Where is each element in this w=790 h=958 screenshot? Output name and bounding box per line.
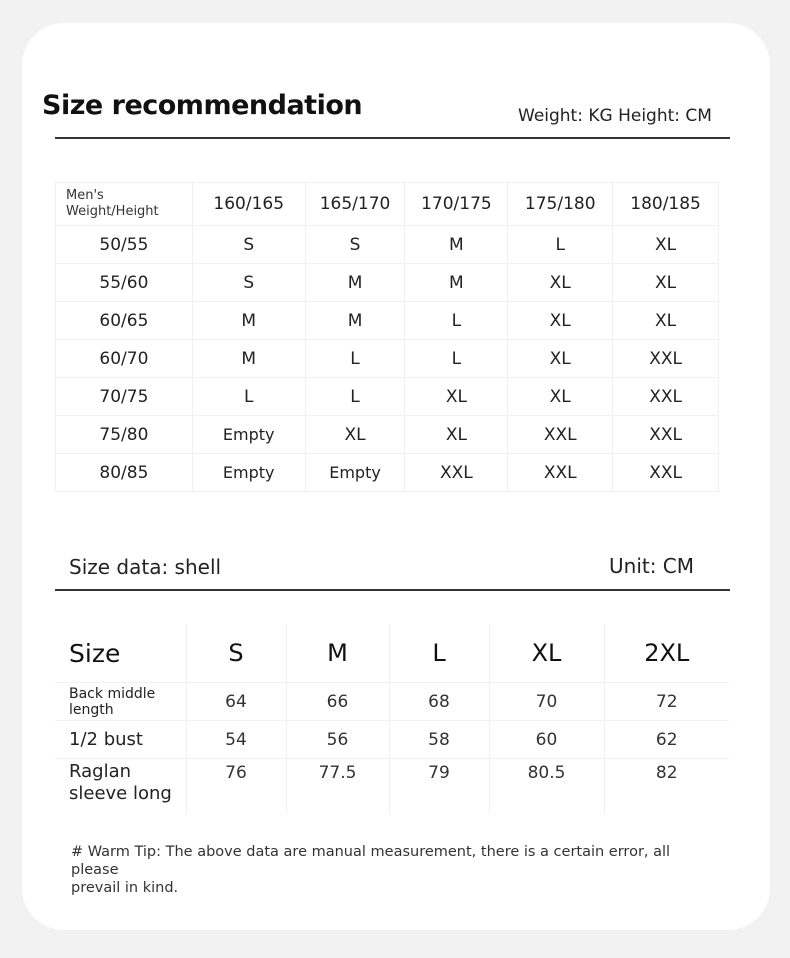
- size-cell: L: [508, 226, 613, 264]
- size-cell: XXL: [613, 378, 719, 416]
- size-cell: XL: [305, 416, 405, 454]
- height-header: 160/165: [192, 183, 305, 226]
- table-row: [55, 683, 729, 721]
- size-cell: XXL: [405, 454, 508, 492]
- height-header: 180/185: [613, 183, 719, 226]
- size-data-divider: [55, 589, 730, 591]
- table-row: [56, 416, 719, 454]
- table-header-row: [56, 183, 719, 226]
- size-cell: XL: [508, 378, 613, 416]
- size-header: 2XL: [604, 624, 729, 683]
- weight-cell: 60/70: [56, 340, 193, 378]
- size-cell: XL: [508, 340, 613, 378]
- size-header: L: [389, 624, 489, 683]
- size-cell: S: [192, 264, 305, 302]
- size-data-table: [55, 624, 729, 813]
- corner-label-line2: Weight/Height: [66, 204, 159, 219]
- weight-cell: 70/75: [56, 378, 193, 416]
- size-cell: M: [305, 302, 405, 340]
- size-header: S: [186, 624, 286, 683]
- units-note: Weight: KG Height: CM: [518, 106, 712, 126]
- size-cell: XL: [613, 264, 719, 302]
- page-title: Size recommendation: [42, 90, 363, 121]
- table-row: [56, 340, 719, 378]
- size-cell: XL: [508, 264, 613, 302]
- table-row: [56, 378, 719, 416]
- measurement-label-line1: Raglan: [69, 761, 132, 782]
- size-cell: L: [305, 340, 405, 378]
- measurement-cell: 60: [489, 721, 604, 759]
- size-cell: L: [192, 378, 305, 416]
- title-divider: [55, 137, 730, 139]
- table-row: [55, 721, 729, 759]
- measurement-label: [55, 721, 186, 759]
- corner-label: [56, 183, 193, 226]
- size-cell: L: [405, 340, 508, 378]
- size-cell: Empty: [305, 454, 405, 492]
- measurement-label-line1: Back middle: [69, 685, 156, 702]
- measurement-label: [55, 683, 186, 721]
- measurement-cell: 79: [389, 759, 489, 814]
- height-header: 165/170: [305, 183, 405, 226]
- size-cell: XXL: [613, 340, 719, 378]
- size-cell: L: [305, 378, 405, 416]
- size-cell: XXL: [613, 416, 719, 454]
- measurement-cell: 80.5: [489, 759, 604, 814]
- size-cell: M: [192, 340, 305, 378]
- size-cell: M: [192, 302, 305, 340]
- size-cell: XL: [613, 302, 719, 340]
- measurement-label-line2: sleeve long: [69, 783, 172, 804]
- corner-label-line1: Men's: [66, 188, 104, 203]
- weight-cell: 60/65: [56, 302, 193, 340]
- measurement-cell: 76: [186, 759, 286, 814]
- measurement-label: [55, 759, 186, 814]
- size-cell: XXL: [613, 454, 719, 492]
- measurement-cell: 64: [186, 683, 286, 721]
- size-cell: M: [305, 264, 405, 302]
- size-header: XL: [489, 624, 604, 683]
- size-cell: L: [405, 302, 508, 340]
- measurement-cell: 62: [604, 721, 729, 759]
- size-cell: XL: [405, 378, 508, 416]
- warm-tip-line2: prevail in kind.: [71, 880, 179, 896]
- size-cell: M: [405, 226, 508, 264]
- size-cell: S: [192, 226, 305, 264]
- measurement-cell: 68: [389, 683, 489, 721]
- size-cell: XL: [508, 302, 613, 340]
- size-cell: XXL: [508, 454, 613, 492]
- size-header: M: [286, 624, 389, 683]
- size-cell: Empty: [192, 454, 305, 492]
- size-data-title: Size data: shell: [69, 555, 222, 579]
- measurement-cell: 54: [186, 721, 286, 759]
- size-cell: S: [305, 226, 405, 264]
- measurement-cell: 72: [604, 683, 729, 721]
- warm-tip: [71, 843, 721, 897]
- table-row: [56, 454, 719, 492]
- warm-tip-line1: # Warm Tip: The above data are manual measurement, there is a certain error, all please: [71, 844, 671, 878]
- measurement-label-line2: length: [69, 701, 114, 718]
- size-header-label: Size: [55, 624, 186, 683]
- height-header: 170/175: [405, 183, 508, 226]
- size-cell: XL: [613, 226, 719, 264]
- table-row: [55, 759, 729, 814]
- measurement-cell: 58: [389, 721, 489, 759]
- weight-cell: 75/80: [56, 416, 193, 454]
- size-cell: XL: [405, 416, 508, 454]
- size-data-unit: Unit: CM: [609, 554, 695, 578]
- size-cell: Empty: [192, 416, 305, 454]
- measurement-cell: 66: [286, 683, 389, 721]
- height-header: 175/180: [508, 183, 613, 226]
- table-header-row: [55, 624, 729, 683]
- weight-cell: 80/85: [56, 454, 193, 492]
- table-row: [56, 226, 719, 264]
- weight-cell: 50/55: [56, 226, 193, 264]
- measurement-cell: 77.5: [286, 759, 389, 814]
- measurement-label-line1: 1/2 bust: [69, 728, 143, 750]
- size-cell: M: [405, 264, 508, 302]
- measurement-cell: 70: [489, 683, 604, 721]
- measurement-cell: 82: [604, 759, 729, 814]
- weight-cell: 55/60: [56, 264, 193, 302]
- measurement-cell: 56: [286, 721, 389, 759]
- size-recommendation-table: [55, 182, 719, 492]
- size-cell: XXL: [508, 416, 613, 454]
- table-row: [56, 264, 719, 302]
- table-row: [56, 302, 719, 340]
